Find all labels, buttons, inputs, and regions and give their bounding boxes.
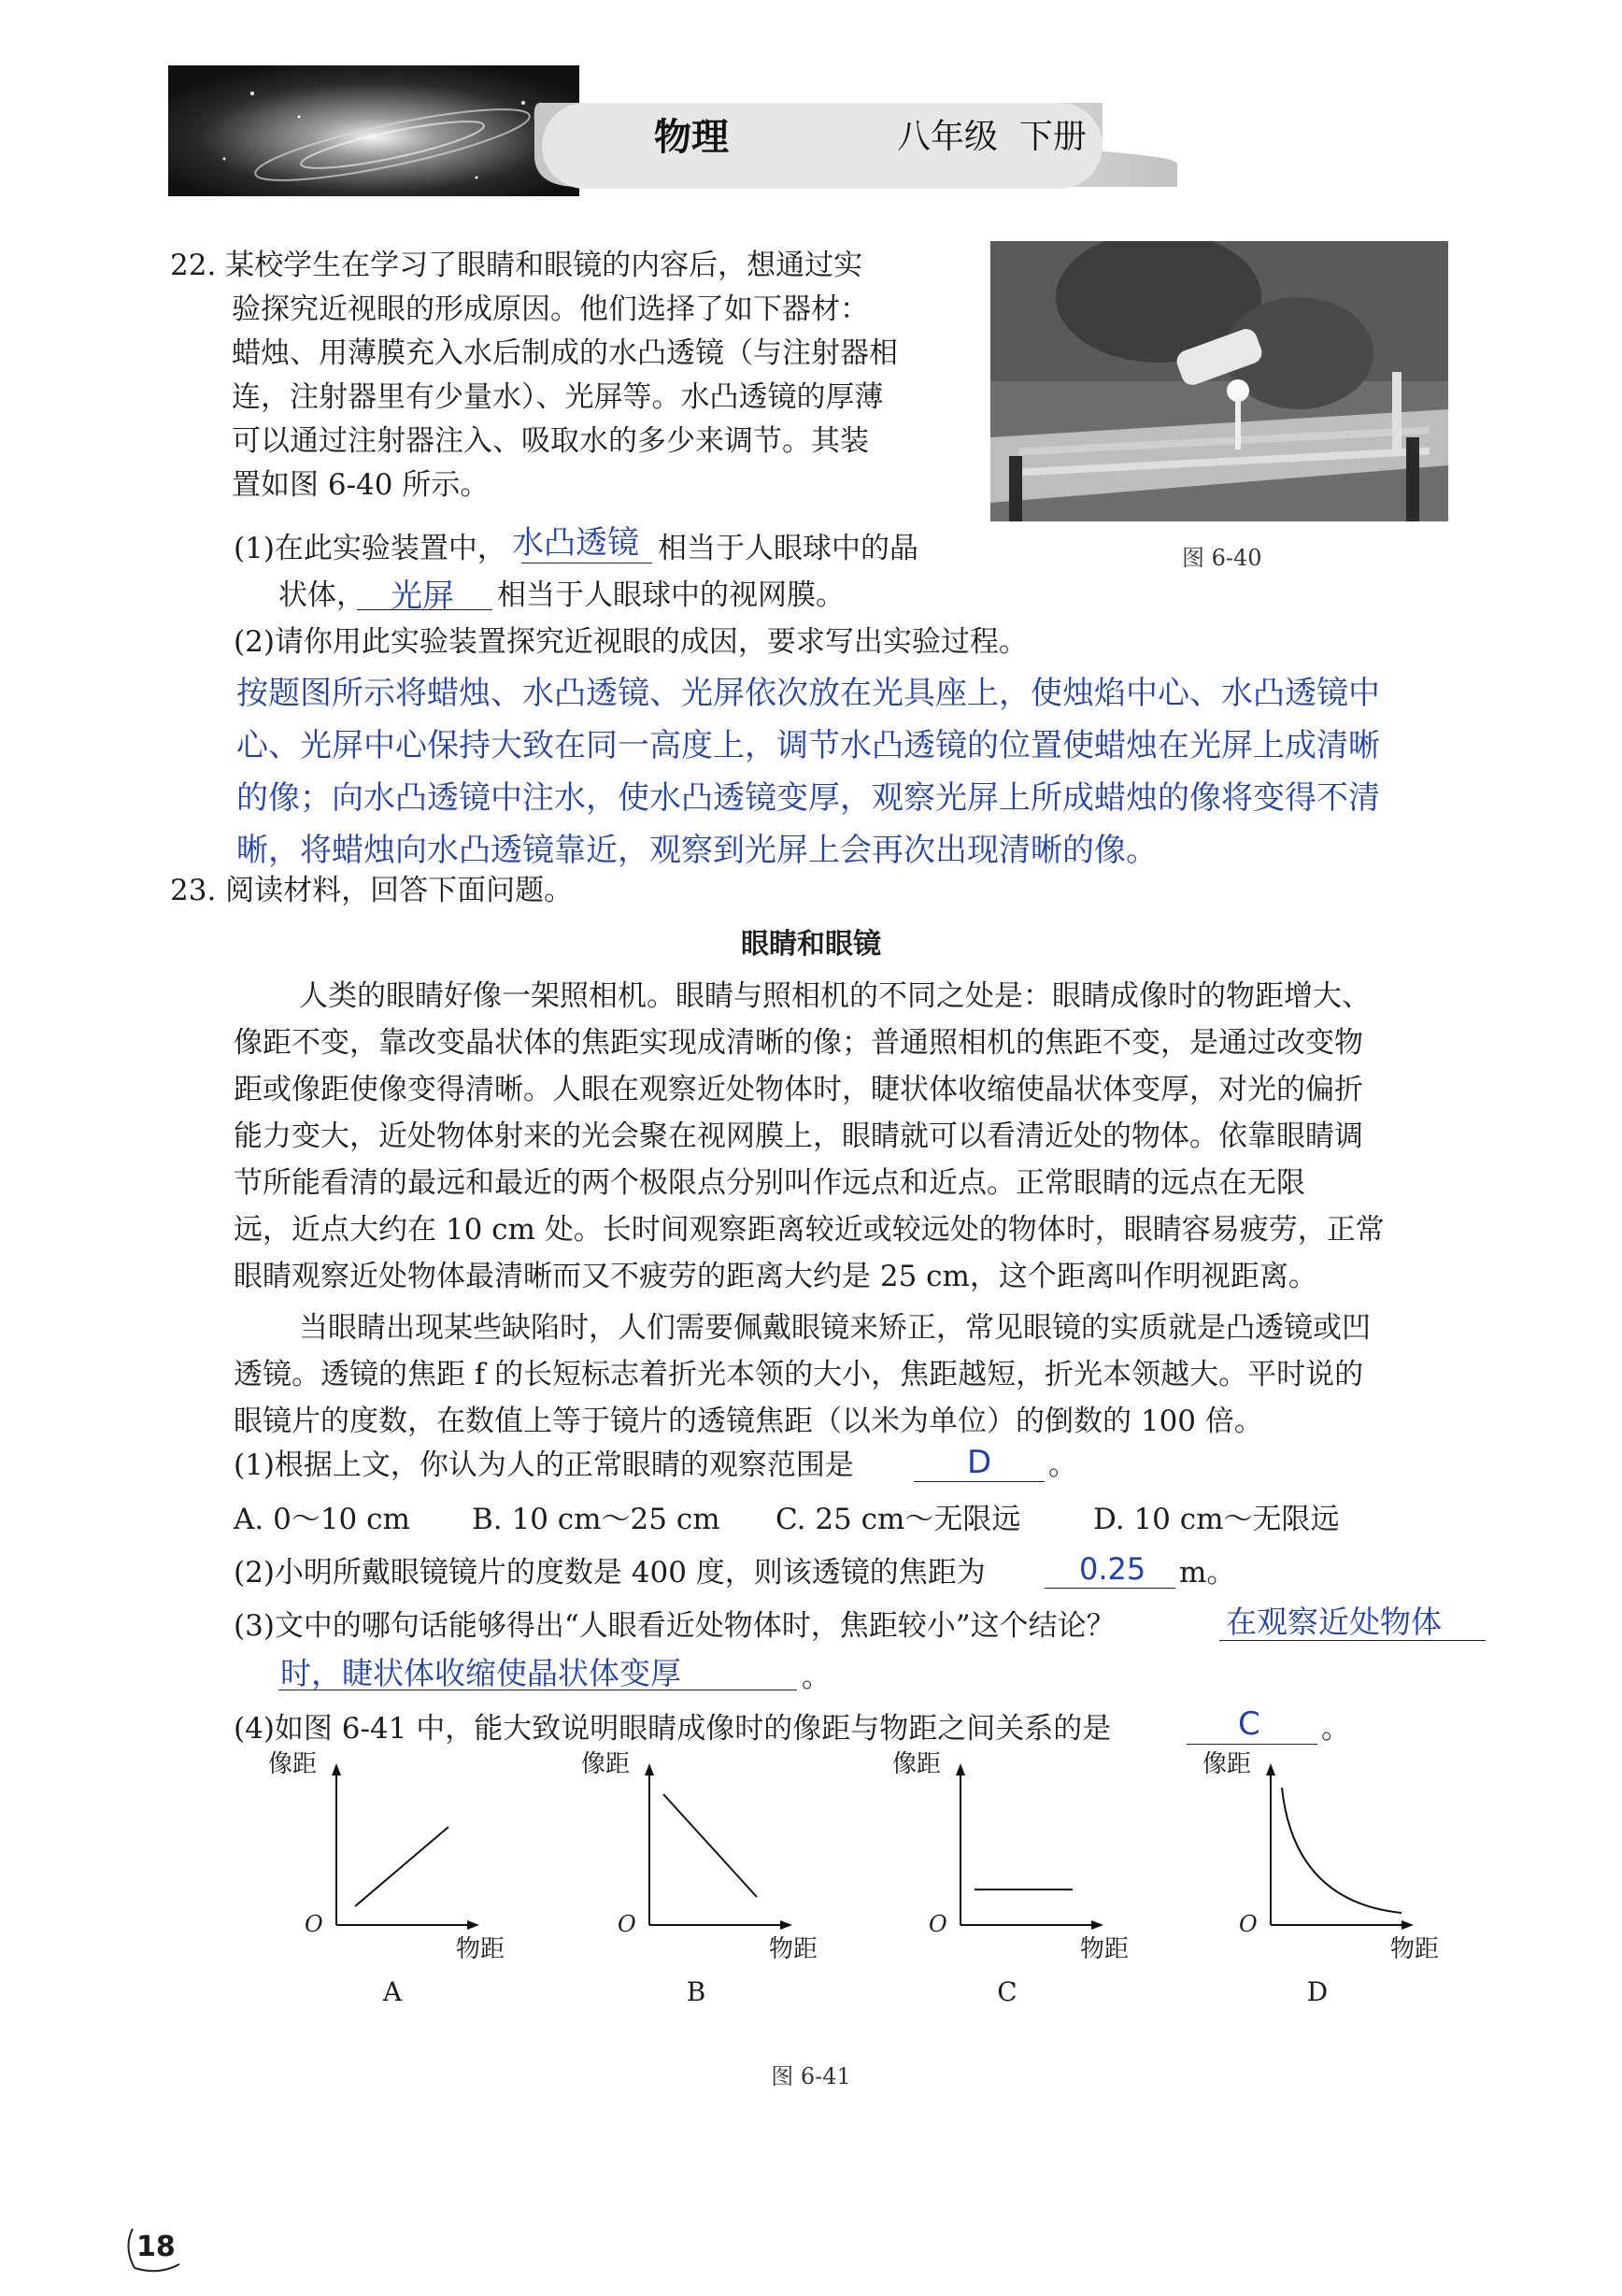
q22-line: 置如图 6-40 所示。	[232, 468, 490, 502]
graph-d-origin: O	[1239, 1911, 1258, 1937]
q23-s3: (3)文中的哪句话能够得出“人眼看近处物体时，焦距较小”这个结论？	[234, 1609, 1116, 1643]
q22-line: 可以通过注射器注入、吸取水的多少来调节。其装	[232, 424, 869, 458]
q22-sub1-suffix: 相当于人眼球中的视网膜。	[497, 578, 845, 612]
q23-s4: (4)如图 6-41 中，能大致说明眼睛成像时的像距与物距之间关系的是	[234, 1712, 1112, 1746]
graph-c-y-arrow	[956, 1763, 965, 1775]
graph-a-y-arrow	[332, 1763, 341, 1775]
para1-line: 像距不变，靠改变晶状体的焦距实现成清晰的像；普通照相机的焦距不变，是通过改变物	[234, 1026, 1363, 1060]
q23-title: 眼睛和眼镜	[741, 928, 881, 961]
q23-blank-1	[914, 1481, 1045, 1482]
para1-line: 远，近点大约在 10 cm 处。长时间观察距离较近或较远处的物体时，眼睛容易疲劳，正常	[234, 1213, 1385, 1247]
page-number-badge	[121, 2219, 187, 2275]
q22-sub1-prefix2: 状体，	[278, 578, 365, 612]
para2-line: 眼镜片的度数，在数值上等于镜片的透镜焦距（以米为单位）的倒数的 100 倍。	[234, 1405, 1263, 1438]
answer-1a: 水凸透镜	[512, 524, 639, 562]
graph-b-origin: O	[618, 1911, 636, 1937]
graph-d-xlabel: 物距	[1390, 1935, 1440, 1963]
option-d: D. 10 cm～无限远	[1093, 1503, 1340, 1536]
answer2-line: 的像；向水凸透镜中注水，使水凸透镜变厚，观察光屏上所成蜡烛的像将变得不清	[236, 779, 1380, 817]
graph-b-x-arrow	[780, 1920, 792, 1930]
graph-d-x-arrow	[1401, 1920, 1414, 1930]
page-number: 18	[136, 2231, 176, 2263]
option-c: C. 25 cm～无限远	[775, 1503, 1021, 1536]
graph-a-ylabel: 像距	[268, 1750, 318, 1778]
q23-s2-end: m。	[1179, 1556, 1236, 1590]
q23-answer-3b: 时，睫状体收缩使晶状体变厚	[280, 1655, 681, 1691]
q23-s2: (2)小明所戴眼镜镜片的度数是 400 度，则该透镜的焦距为	[234, 1556, 986, 1590]
graph-c-xlabel: 物距	[1080, 1935, 1130, 1963]
q23-blank-2	[1045, 1588, 1175, 1589]
graph-b	[565, 1733, 864, 2032]
q22-answer2	[236, 667, 1380, 877]
graph-b-curve	[663, 1794, 757, 1897]
graph-c-ylabel: 像距	[892, 1750, 942, 1778]
graph-a-origin: O	[305, 1911, 323, 1937]
option-b: B. 10 cm～25 cm	[472, 1503, 720, 1536]
q22-line: 蜡烛、用薄膜充入水后制成的水凸透镜（与注射器相	[232, 336, 898, 370]
figure-6-41-caption: 图 6-41	[771, 2063, 851, 2089]
graph-d-curve	[1282, 1788, 1401, 1913]
para1-line: 能力变大，近处物体射来的光会聚在视网膜上，眼睛就可以看清近处的物体。依靠眼睛调	[234, 1119, 1363, 1153]
q22-sub2: (2)请你用此实验装置探究近视眼的成因，要求写出实验过程。	[234, 625, 1028, 659]
subject-title: 物理	[654, 116, 729, 159]
q23-para1	[234, 972, 1385, 1299]
q23-answer-3a: 在观察近处物体	[1226, 1604, 1442, 1640]
answer-1b: 光屏	[391, 578, 454, 615]
header-banner	[168, 65, 1177, 196]
graph-a-x-arrow	[467, 1920, 479, 1930]
q23-intro: 23. 阅读材料，回答下面问题。	[170, 874, 574, 907]
graph-c-origin: O	[929, 1911, 947, 1937]
grade-label: 八年级 下册	[897, 118, 1087, 156]
graph-a-label: A	[382, 1976, 403, 2007]
graph-a-xlabel: 物距	[456, 1935, 505, 1963]
graph-c-label: C	[997, 1976, 1017, 2007]
para2-line: 当眼睛出现某些缺陷时，人们需要佩戴眼镜来矫正，常见眼镜的实质就是凸透镜或凹	[299, 1311, 1371, 1345]
graph-b-label: B	[686, 1976, 706, 2007]
figure-6-40-caption: 图 6-40	[1182, 545, 1262, 571]
graph-d-label: D	[1306, 1976, 1329, 2007]
graph-a	[252, 1733, 551, 2032]
q23-answer-4: C	[1238, 1705, 1260, 1743]
q23-s4-end: 。	[1321, 1712, 1350, 1746]
graph-c-x-arrow	[1091, 1920, 1103, 1930]
answer2-line: 按题图所示将蜡烛、水凸透镜、光屏依次放在光具座上，使烛焰中心、水凸透镜中	[236, 675, 1380, 712]
q22-sub1-mid: 相当于人眼球中的晶	[658, 532, 918, 565]
para1-line: 人类的眼睛好像一架照相机。眼睛与照相机的不同之处是：眼睛成像时的物距增大、	[299, 979, 1371, 1013]
graph-d-ylabel: 像距	[1202, 1750, 1252, 1778]
graph-c	[876, 1733, 1175, 2032]
q23-s3-end: 。	[802, 1661, 831, 1694]
para1-line: 距或像距使像变得清晰。人眼在观察近处物体时，睫状体收缩使晶状体变厚，对光的偏折	[234, 1073, 1363, 1106]
graph-b-ylabel: 像距	[581, 1750, 631, 1778]
q22-text	[170, 241, 898, 505]
figure-6-40-photo	[990, 241, 1448, 521]
graph-d-y-arrow	[1266, 1763, 1275, 1775]
graph-b-y-arrow	[645, 1763, 654, 1775]
q23-para2	[234, 1304, 1371, 1444]
para2-line: 透镜。透镜的焦距 f 的长短标志着折光本领的大小，焦距越短，折光本领越大。平时说的	[234, 1358, 1364, 1391]
graph-d	[1187, 1733, 1486, 2032]
q23-answer-2: 0.25	[1079, 1551, 1146, 1587]
q22-line: 连，注射器里有少量水）、光屏等。水凸透镜的厚薄	[232, 380, 884, 414]
q23-answer-1: D	[967, 1444, 992, 1481]
graph-a-curve	[355, 1827, 448, 1906]
q23-s1: (1)根据上文，你认为人的正常眼睛的观察范围是	[234, 1448, 854, 1482]
para1-line: 节所能看清的最远和最近的两个极限点分别叫作远点和近点。正常眼睛的远点在无限	[234, 1166, 1305, 1200]
para1-line: 眼睛观察近处物体最清晰而又不疲劳的距离大约是 25 cm，这个距离叫作明视距离。	[234, 1260, 1317, 1293]
answer2-line: 心、光屏中心保持大致在同一高度上，调节水凸透镜的位置使蜡烛在光屏上成清晰	[236, 727, 1380, 764]
q22-line: 验探究近视眼的形成原因。他们选择了如下器材：	[232, 292, 869, 326]
q23-s1-end: 。	[1048, 1448, 1077, 1482]
option-a: A. 0～10 cm	[234, 1503, 410, 1536]
figure-6-41	[252, 1733, 1467, 2032]
q22-sub1-prefix: (1)在此实验装置中，	[234, 532, 506, 565]
answer2-line: 晰，将蜡烛向水凸透镜靠近，观察到光屏上会再次出现清晰的像。	[236, 832, 1158, 869]
graph-b-xlabel: 物距	[769, 1935, 818, 1963]
q22-line: 22. 某校学生在学习了眼睛和眼镜的内容后，想通过实	[170, 249, 863, 282]
